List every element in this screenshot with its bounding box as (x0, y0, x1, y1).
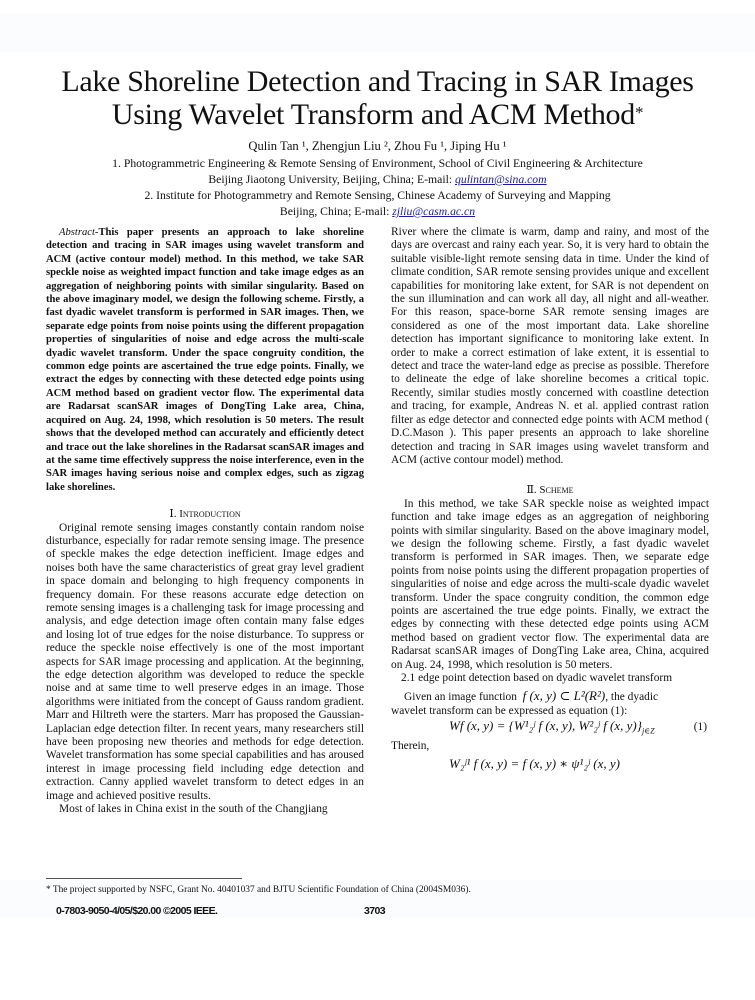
copyright-notice: 0-7803-9050-4/05/$20.00 ©2005 IEEE. (56, 905, 218, 917)
paper-title (0, 65, 755, 131)
subsection-heading-2-1: 2.1 edge point detection based on dyadic wavelet transform (401, 672, 673, 684)
email-link-1[interactable]: qulintan@sina.com (455, 173, 547, 186)
footnote-divider (46, 878, 242, 879)
given-line-2: wavelet transform can be expressed as equation (1): (391, 704, 628, 717)
abstract: Abstract-This paper presents an approach to lake shoreline detection and tracing in SAR images using wavelet transform and ACM (active contour model) method. In this method, we take SAR speckle noise as weighted impact function and take image edges as an aggregation of neighboring points with similar singularity. Based on the above imaginary model, we design the following scheme. Firstly, a fast dyadic wavelet transform is performed in SAR images. Then, we separate edge points from noise points using the different propagation properties of singularities of noise and edge across the multi-scale dyadic wavelet transform. Under the space congruity condition, the common edge points are ascertained the true edge points. Finally, we extract the edges by connecting with these detected edge points using ACM method based on gradient vector flow. The experimental data are Radarsat scanSAR images of DongTing Lake area, China, acquired on Aug. 24, 1998, which resolution is 50 meters. The result shows that the developed method can accurately and efficiently detect and trace out the lake shorelines in the Radarsat scanSAR images and at the same time effectively suppress the noise interference, even in the SAR images having serious noise and complex edges, such as zigzag lake shorelines. (46, 227, 364, 493)
equation-1: Wf (x, y) = {W¹₂ʲ f (x, y), W²₂ʲ f (x, $y)\}_{j\in Z}$ (449, 718, 655, 736)
affiliation-1: 1. Photogrammetric Engineering & Remote Sensing of Environment, School of Civil Engineering & Architecture Beijing Jiaotong University, Beijing, China; E-mail: qulintan@sina.com (112, 157, 643, 186)
left-column (46, 226, 364, 816)
page-number: 3703 (364, 905, 385, 917)
section-heading-scheme: Ⅱ. Scheme (526, 484, 574, 497)
equation-1-number: (1) (693, 721, 707, 734)
abstract-label: Abstract- (59, 227, 99, 238)
title-line-2: Using Wavelet Transform and ACM Method* (111, 98, 644, 131)
equation-1-row (391, 718, 709, 738)
equation-2: W₂ʲ¹ f (x, y) = f (x, y) ∗ ψ¹₂ʲ (x, y) (449, 755, 620, 771)
title-line-1: Lake Shoreline Detection and Tracing in SAR Images (61, 65, 694, 98)
equation-2-row (391, 754, 709, 774)
right-column (391, 226, 709, 774)
intro-paragraph-1: Original remote sensing images constantly contain random noise disturbance, especially for radar remote sensing image. The presence of speckle makes the edge detection inefficient. Image edges and noises both have the same characteristics of great gray level gradient in space domain and belonging to high frequency components in frequency domain. For these reasons accurate edge detection on remote sensing images is a challenging task for image processing and analysis, and edge detection image often contain many false edges and losing lot of true edges for the noise disturbance. To suppress or reduce the speckle noise effectively is one of the most important aspects for SAR image processing and application. At the beginning, the edge detection algorithm was developed to reduce the speckle noise and at same time to well preserve edges in an image. Those algorithms were initiated from the concept of Gauss random gradient. Marr and Hiltreth were the starters. Marr has proposed the Gaussian-Laplacian edge detection filter. In recent years, many researchers still have been proposing new theories and methods for edge detection. Wavelet transformation has some special capabilities and has aroused interest in image processing field including edge detection and extraction. Canny applied wavelet transform to detect edges in an image and achieved positive results. (46, 521, 364, 802)
intro-paragraph-2-continued: River where the climate is warm, damp and rainy, and most of the days are overcast and rainy each year. So, it is very hard to obtain the suitable visible-light remote sensing data in time. Under the kind of climate condition, SAR remote sensing provides unique and excellent capabilities for monitoring lake extent, for SAR is not dependent on the sun illumination and can work all day, all night and all-weather. For this reason, space-borne SAR remote sensing images are considered as one of the most important data. Lake shoreline detection has important significance to monitoring lake extent. In order to make a correct estimation of lake extent, it is essential to detect and trace the water-land edge as precise as possible. Therefore to delineate the edge of lake shoreline becomes a critical topic. Recently, similar studies mostly concerned with coastline detection and tracing, for example, Andreas N. et al. applied contrast ration filter as edge detector and connected edge points with ACM method ( D.C.Mason ). This paper presents an approach to lake shoreline detection and tracing in SAR images using wavelet transform and ACM (active contour model) method. (391, 226, 709, 466)
author-list: Qulin Tan ¹, Zhengjun Liu ², Zhou Fu ¹, Jiping Hu ¹ (248, 139, 507, 153)
therein-label: Therein, (391, 740, 430, 753)
scheme-paragraph-1: In this method, we take SAR speckle noise as weighted impact function and take image edges as an aggregation of neighboring points with similar singularity. Based on the above imaginary model, we design the following scheme. Firstly, a fast dyadic wavelet transform is performed in SAR images. Then, we separate edge points from noise points using the different propagation properties of singularities of noise and edge across the multi-scale dyadic wavelet transform. Under the space congruity condition, the common edge points are ascertained the true edge points. Finally, we extract the edges by connecting with these detected edge points using ACM method based on gradient vector flow. The experimental data are Radarsat scanSAR images of DongTing Lake area, China, acquired on Aug. 24, 1998, which resolution is 50 meters. (391, 497, 709, 671)
intro-paragraph-2-start: Most of lakes in China exist in the south of the Changjiang (59, 803, 328, 816)
footnote: * The project supported by NSFC, Grant No. 40401037 and BJTU Scientific Foundation of China (2004SM036). (46, 885, 471, 895)
title-footnote-mark: * (634, 103, 644, 122)
given-line: Given an image function f (x, y) ⊂ L²(R²), the dyadic (404, 688, 659, 704)
section-heading-introduction: Ⅰ. Introduction (169, 508, 241, 521)
affiliation-2: 2. Institute for Photogrammetry and Remote Sensing, Chinese Academy of Surveying and Mapping Beijing, China; E-mail: zjliu@casm.ac.cn (144, 189, 611, 218)
email-link-2[interactable]: zjliu@casm.ac.cn (392, 205, 476, 218)
image-function-math: f (x, y) ⊂ L²(R²) (522, 688, 606, 704)
